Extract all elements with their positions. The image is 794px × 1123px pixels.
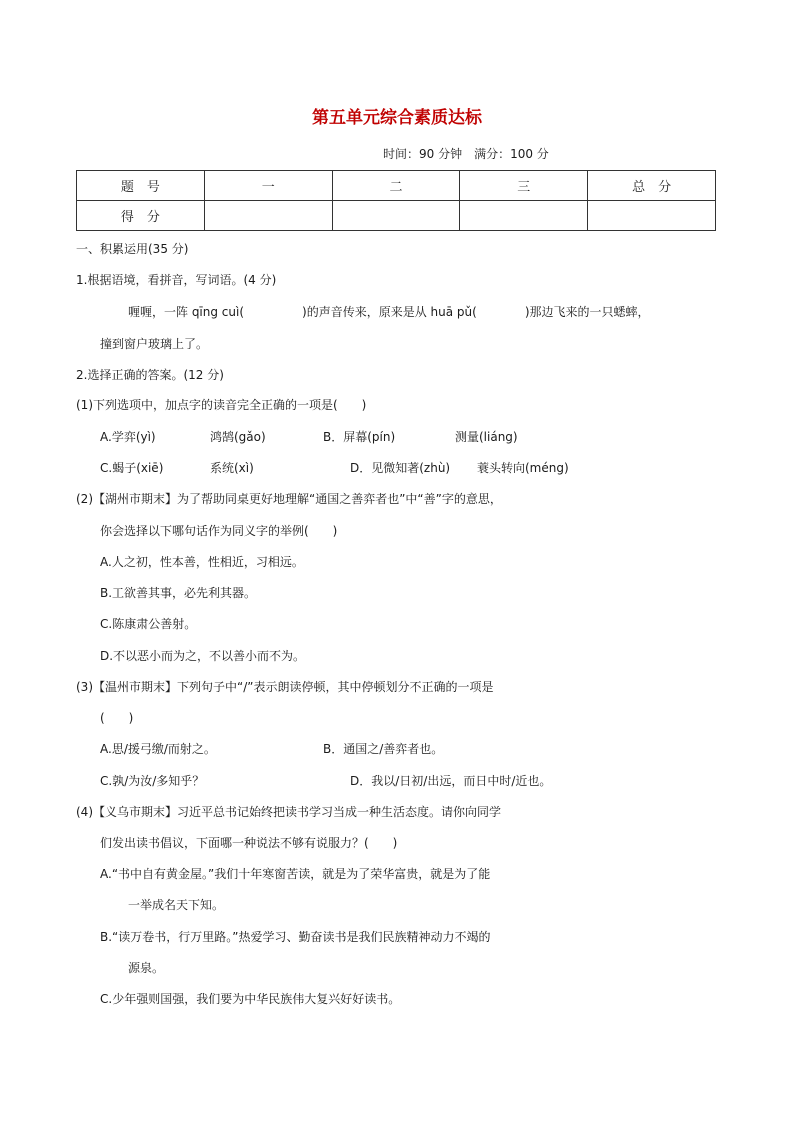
option-b[interactable]: B．通国之/善弈者也。 [323, 742, 444, 756]
option-a[interactable]: A.学弈(yì) [100, 430, 156, 444]
question-text: 喱喱，一阵 qīng cuì( [128, 305, 245, 319]
option-d-extra: 蓑头转向(méng) [477, 461, 569, 475]
question-stem: (2)【湖州市期末】为了帮助同桌更好地理解“通国之善弈者也”中“善”字的意思， [76, 492, 502, 506]
option-c[interactable]: C.孰/为汝/多知乎？ [100, 774, 205, 788]
option-a-cont: 一举成名天下知。 [128, 898, 225, 912]
table-row [77, 171, 716, 201]
score-table [76, 170, 716, 231]
option-b[interactable]: B.“读万卷书，行万里路。”热爱学习、勤奋读书是我们民族精神动力不竭的 [100, 930, 491, 944]
option-b[interactable]: B．屏幕(pín) [323, 430, 396, 444]
option-a[interactable]: A.人之初，性本善，性相近，习相远。 [100, 555, 304, 569]
table-cell: 二 [332, 171, 460, 201]
question-line [128, 304, 650, 320]
option-c-extra: 系统(xì) [210, 461, 254, 475]
question-text: )的声音传来，原来是从 huā pǔ( [302, 305, 477, 319]
exam-meta: 时间：90 分钟 满分：100 分 [383, 147, 549, 161]
question-stem: (1)下列选项中，加点字的读音完全正确的一项是( ) [76, 398, 367, 412]
table-cell: 三 [460, 171, 588, 201]
table-cell: 一 [204, 171, 332, 201]
option-b[interactable]: B.工欲善其事，必先利其器。 [100, 586, 257, 600]
option-c[interactable]: C.少年强则国强，我们要为中华民族伟大复兴好好读书。 [100, 992, 401, 1006]
score-input-cell[interactable] [204, 201, 332, 231]
option-c[interactable]: C.蝎子(xiē) [100, 461, 164, 475]
question-stem: 1.根据语境，看拼音，写词语。(4 分) [76, 273, 277, 287]
score-input-cell[interactable] [332, 201, 460, 231]
question-stem: 们发出读书倡议，下面哪一种说法不够有说服力？( ) [100, 836, 398, 850]
question-text: )那边飞来的一只蟋蟀， [524, 305, 650, 319]
table-cell: 总 分 [588, 171, 716, 201]
question-stem: 你会选择以下哪句话作为同义字的举例( ) [100, 524, 338, 538]
question-stem: (4)【义乌市期末】习近平总书记始终把读书学习当成一种生活态度。请你向同学 [76, 805, 502, 819]
table-cell: 题 号 [77, 171, 205, 201]
question-stem: ( ) [100, 711, 134, 725]
option-a-extra: 鸿鹄(gǎo) [210, 430, 266, 444]
question-stem: (3)【温州市期末】下列句子中“/”表示朗读停顿，其中停顿划分不正确的一项是 [76, 680, 494, 694]
page-title: 第五单元综合素质达标 [312, 108, 482, 128]
option-b-extra: 测量(liáng) [455, 430, 518, 444]
option-d[interactable]: D．我以/日初/出远，而日中时/近也。 [350, 774, 552, 788]
table-cell: 得 分 [77, 201, 205, 231]
option-d[interactable]: D．见微知著(zhù) [350, 461, 451, 475]
table-row [77, 201, 716, 231]
option-c[interactable]: C.陈康肃公善射。 [100, 617, 197, 631]
score-input-cell[interactable] [460, 201, 588, 231]
option-b-cont: 源泉。 [128, 961, 165, 975]
question-line: 撞到窗户玻璃上了。 [100, 337, 209, 351]
option-d[interactable]: D.不以恶小而为之，不以善小而不为。 [100, 649, 306, 663]
question-stem: 2.选择正确的答案。(12 分) [76, 368, 224, 382]
score-input-cell[interactable] [588, 201, 716, 231]
option-a[interactable]: A.“书中自有黄金屋。”我们十年寒窗苦读，就是为了荣华富贵，就是为了能 [100, 867, 491, 881]
section-heading: 一、积累运用(35 分) [76, 242, 189, 256]
option-a[interactable]: A.思/援弓缴/而射之。 [100, 742, 216, 756]
